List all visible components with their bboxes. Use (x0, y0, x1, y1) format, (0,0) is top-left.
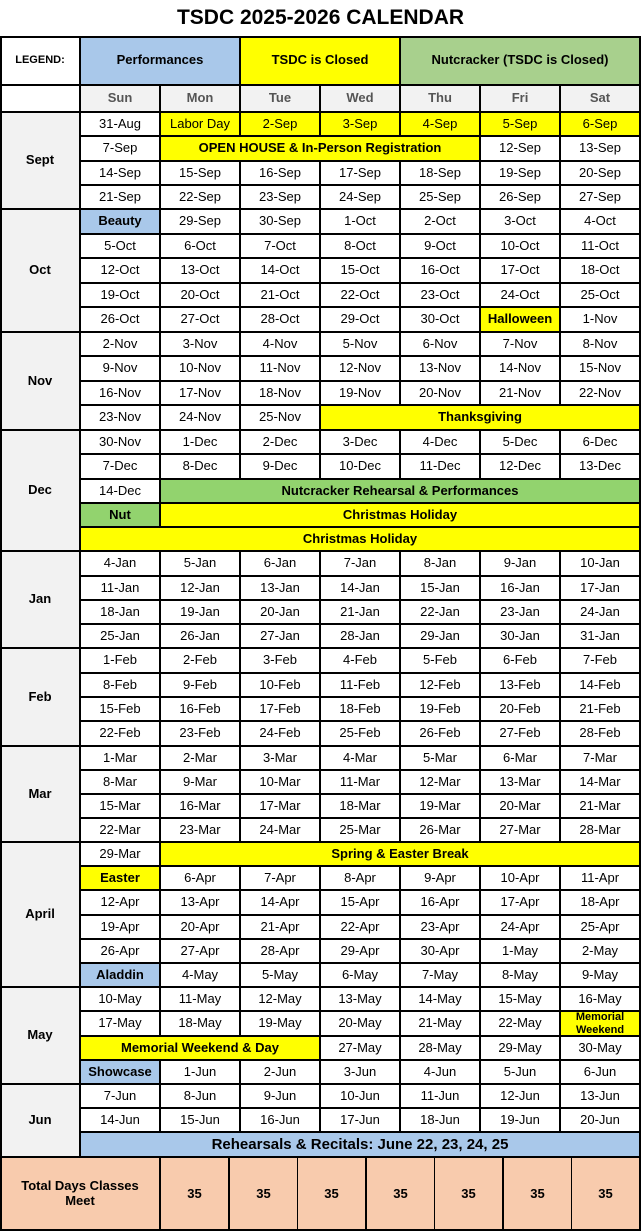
date-cell: 11-Jan (80, 576, 160, 600)
page-title: TSDC 2025-2026 CALENDAR (176, 5, 465, 29)
date-cell: 2-Sep (240, 112, 320, 136)
date-cell: 14-Feb (560, 673, 640, 697)
date-cell: 5-Oct (80, 234, 160, 258)
date-cell: 29-May (480, 1036, 560, 1060)
date-cell: 1-Mar (80, 746, 160, 770)
date-cell: Labor Day (160, 112, 240, 136)
date-cell: 21-Jan (320, 600, 400, 624)
date-cell: 18-Apr (560, 890, 640, 915)
date-cell: 14-Oct (240, 258, 320, 283)
date-cell: 12-Feb (400, 673, 480, 697)
event-banner: Christmas Holiday (80, 527, 640, 551)
date-cell: 23-Apr (400, 915, 480, 939)
legend-item: Nutcracker (TSDC is Closed) (400, 36, 640, 85)
date-cell: 13-Feb (480, 673, 560, 697)
date-cell: 15-Jan (400, 576, 480, 600)
date-cell: 29-Jan (400, 624, 480, 648)
date-cell: 6-Mar (480, 746, 560, 770)
date-cell: 9-May (560, 963, 640, 987)
date-cell: 25-Apr (560, 915, 640, 939)
date-cell: 19-Feb (400, 697, 480, 721)
date-cell: 19-Jan (160, 600, 240, 624)
date-cell: 15-Mar (80, 794, 160, 818)
date-cell: 23-Sep (240, 185, 320, 209)
date-cell: 5-May (240, 963, 320, 987)
date-cell: 10-Mar (240, 770, 320, 794)
date-cell: 14-Nov (480, 356, 560, 381)
date-cell: 11-May (160, 987, 240, 1011)
date-cell: 9-Mar (160, 770, 240, 794)
date-cell: 15-Oct (320, 258, 400, 283)
date-cell: 15-Jun (160, 1108, 240, 1132)
date-cell: 22-Jan (400, 600, 480, 624)
date-cell: 7-Jun (80, 1084, 160, 1108)
date-cell: 12-Mar (400, 770, 480, 794)
month-label: Oct (0, 209, 80, 332)
date-cell: 13-May (320, 987, 400, 1011)
date-cell: 26-Apr (80, 939, 160, 963)
date-cell: 10-Dec (320, 454, 400, 479)
date-cell: 26-Feb (400, 721, 480, 746)
date-cell: 28-Jan (320, 624, 400, 648)
date-cell: 24-Jan (560, 600, 640, 624)
date-cell: 27-Feb (480, 721, 560, 746)
date-cell: 21-Sep (80, 185, 160, 209)
date-cell: Showcase (80, 1060, 160, 1084)
date-cell: 14-May (400, 987, 480, 1011)
date-cell: 17-Jan (560, 576, 640, 600)
date-cell: 23-Feb (160, 721, 240, 746)
date-cell: 9-Jan (480, 551, 560, 576)
date-cell: 25-Sep (400, 185, 480, 209)
date-cell: 27-Jan (240, 624, 320, 648)
date-cell: 21-Apr (240, 915, 320, 939)
date-cell: 30-Oct (400, 307, 480, 332)
date-cell: 6-May (320, 963, 400, 987)
legend-item: TSDC is Closed (240, 36, 400, 85)
date-cell: 2-Feb (160, 648, 240, 673)
date-cell: 20-Nov (400, 381, 480, 405)
date-cell: 25-Mar (320, 818, 400, 842)
date-cell: 16-Sep (240, 161, 320, 185)
date-cell: 30-Apr (400, 939, 480, 963)
date-cell: 11-Apr (560, 866, 640, 890)
date-cell: 12-Dec (480, 454, 560, 479)
date-cell: 4-May (160, 963, 240, 987)
date-cell: 1-Jun (160, 1060, 240, 1084)
date-cell: Memorial Weekend (560, 1011, 640, 1036)
date-cell: 12-Jan (160, 576, 240, 600)
date-cell: 27-Oct (160, 307, 240, 332)
month-label: Jan (0, 551, 80, 648)
date-cell: 26-Jan (160, 624, 240, 648)
date-cell: 18-May (160, 1011, 240, 1036)
date-cell: 8-Nov (560, 332, 640, 356)
date-cell: 20-May (320, 1011, 400, 1036)
date-cell: 23-Jan (480, 600, 560, 624)
date-cell: 9-Oct (400, 234, 480, 258)
date-cell: 26-Sep (480, 185, 560, 209)
date-cell: 21-Nov (480, 381, 560, 405)
date-cell: 4-Jan (80, 551, 160, 576)
date-cell: 8-May (480, 963, 560, 987)
date-cell: 19-Oct (80, 283, 160, 307)
date-cell: 13-Jun (560, 1084, 640, 1108)
date-cell: 24-Feb (240, 721, 320, 746)
weekday-header: Thu (400, 85, 480, 112)
total-days-value: 35 (297, 1157, 366, 1231)
date-cell: 21-Mar (560, 794, 640, 818)
date-cell: 6-Feb (480, 648, 560, 673)
month-label: Dec (0, 430, 80, 551)
date-cell: 10-Oct (480, 234, 560, 258)
date-cell: 22-Apr (320, 915, 400, 939)
date-cell: 29-Apr (320, 939, 400, 963)
date-cell: 16-Nov (80, 381, 160, 405)
date-cell: 12-Oct (80, 258, 160, 283)
date-cell: 9-Dec (240, 454, 320, 479)
date-cell: 22-Feb (80, 721, 160, 746)
date-cell: 26-Oct (80, 307, 160, 332)
date-cell: 13-Sep (560, 136, 640, 161)
date-cell: 5-Jun (480, 1060, 560, 1084)
date-cell: 5-Dec (480, 430, 560, 454)
date-cell: 11-Dec (400, 454, 480, 479)
month-label: Sept (0, 112, 80, 209)
date-cell: 18-Jun (400, 1108, 480, 1132)
date-cell: 18-Mar (320, 794, 400, 818)
date-cell: 7-Feb (560, 648, 640, 673)
date-cell: Halloween (480, 307, 560, 332)
date-cell: 31-Jan (560, 624, 640, 648)
date-cell: 19-Jun (480, 1108, 560, 1132)
date-cell: 1-Nov (560, 307, 640, 332)
date-cell: 14-Apr (240, 890, 320, 915)
date-cell: 13-Apr (160, 890, 240, 915)
date-cell: 30-Sep (240, 209, 320, 234)
date-cell: 10-Jun (320, 1084, 400, 1108)
date-cell: 27-May (320, 1036, 400, 1060)
date-cell: 12-Apr (80, 890, 160, 915)
total-days-value: 35 (434, 1157, 503, 1231)
date-cell: 20-Oct (160, 283, 240, 307)
date-cell: 7-Oct (240, 234, 320, 258)
date-cell: 17-Nov (160, 381, 240, 405)
date-cell: 24-Sep (320, 185, 400, 209)
date-cell: 21-Oct (240, 283, 320, 307)
date-cell: 18-Oct (560, 258, 640, 283)
date-cell: 3-Jun (320, 1060, 400, 1084)
date-cell: 14-Sep (80, 161, 160, 185)
date-cell: 14-Jun (80, 1108, 160, 1132)
date-cell: 29-Oct (320, 307, 400, 332)
date-cell: 27-Apr (160, 939, 240, 963)
date-cell: 2-May (560, 939, 640, 963)
date-cell: 24-Oct (480, 283, 560, 307)
date-cell: 5-Sep (480, 112, 560, 136)
date-cell: 9-Jun (240, 1084, 320, 1108)
date-cell: 20-Jan (240, 600, 320, 624)
date-cell: 8-Jan (400, 551, 480, 576)
date-cell: 17-Feb (240, 697, 320, 721)
total-days-value: 35 (160, 1157, 229, 1231)
month-label: April (0, 842, 80, 987)
month-label: Jun (0, 1084, 80, 1157)
date-cell: 4-Mar (320, 746, 400, 770)
date-cell: Aladdin (80, 963, 160, 987)
date-cell: 6-Oct (160, 234, 240, 258)
date-cell: 3-Oct (480, 209, 560, 234)
date-cell: 18-Sep (400, 161, 480, 185)
date-cell: 4-Sep (400, 112, 480, 136)
date-cell: 29-Sep (160, 209, 240, 234)
date-cell: 24-Mar (240, 818, 320, 842)
event-banner: Memorial Weekend & Day (80, 1036, 320, 1060)
date-cell: 6-Sep (560, 112, 640, 136)
date-cell: 19-Sep (480, 161, 560, 185)
date-cell: 3-Dec (320, 430, 400, 454)
month-label: Nov (0, 332, 80, 430)
date-cell: 15-Feb (80, 697, 160, 721)
total-days-value: 35 (229, 1157, 298, 1231)
date-cell: 11-Jun (400, 1084, 480, 1108)
date-cell: 11-Nov (240, 356, 320, 381)
date-cell: 25-Jan (80, 624, 160, 648)
date-cell: 16-Jan (480, 576, 560, 600)
date-cell: 6-Jan (240, 551, 320, 576)
date-cell: 30-May (560, 1036, 640, 1060)
date-cell: 5-Jan (160, 551, 240, 576)
date-cell: 22-Sep (160, 185, 240, 209)
date-cell: 14-Dec (80, 479, 160, 503)
date-cell: 29-Mar (80, 842, 160, 866)
date-cell: 6-Nov (400, 332, 480, 356)
date-cell: Beauty (80, 209, 160, 234)
date-cell: 6-Dec (560, 430, 640, 454)
date-cell: 3-Mar (240, 746, 320, 770)
date-cell: 25-Oct (560, 283, 640, 307)
date-cell: 26-Mar (400, 818, 480, 842)
date-cell: 22-Nov (560, 381, 640, 405)
date-cell: 18-Feb (320, 697, 400, 721)
date-cell: 8-Oct (320, 234, 400, 258)
date-cell: 10-Feb (240, 673, 320, 697)
date-cell: 20-Jun (560, 1108, 640, 1132)
date-cell: 12-Sep (480, 136, 560, 161)
event-banner: OPEN HOUSE & In-Person Registration (160, 136, 480, 161)
date-cell: 17-Apr (480, 890, 560, 915)
date-cell: 12-Nov (320, 356, 400, 381)
total-days-value: 35 (366, 1157, 435, 1231)
date-cell: 5-Feb (400, 648, 480, 673)
date-cell: 11-Mar (320, 770, 400, 794)
legend-item: Performances (80, 36, 240, 85)
weekday-header: Mon (160, 85, 240, 112)
date-cell: 3-Nov (160, 332, 240, 356)
date-cell: 22-Oct (320, 283, 400, 307)
date-cell: 14-Mar (560, 770, 640, 794)
date-cell: 8-Mar (80, 770, 160, 794)
date-cell: 28-May (400, 1036, 480, 1060)
date-cell: 7-Nov (480, 332, 560, 356)
date-cell: 10-Jan (560, 551, 640, 576)
date-cell: 1-Oct (320, 209, 400, 234)
header-spacer (0, 85, 80, 112)
date-cell: Nut (80, 503, 160, 527)
date-cell: 19-Apr (80, 915, 160, 939)
month-label: May (0, 987, 80, 1084)
date-cell: 16-Oct (400, 258, 480, 283)
date-cell: 30-Nov (80, 430, 160, 454)
month-label: Mar (0, 746, 80, 842)
date-cell: 28-Apr (240, 939, 320, 963)
date-cell: 1-May (480, 939, 560, 963)
date-cell: 16-Jun (240, 1108, 320, 1132)
date-cell: 22-May (480, 1011, 560, 1036)
date-cell: 13-Oct (160, 258, 240, 283)
date-cell: 8-Dec (160, 454, 240, 479)
date-cell: 7-Sep (80, 136, 160, 161)
date-cell: 18-Nov (240, 381, 320, 405)
event-banner: Thanksgiving (320, 405, 640, 430)
date-cell: 16-Mar (160, 794, 240, 818)
event-banner: Rehearsals & Recitals: June 22, 23, 24, 25 (80, 1132, 640, 1157)
date-cell: 10-Nov (160, 356, 240, 381)
date-cell: 1-Feb (80, 648, 160, 673)
date-cell: 2-Dec (240, 430, 320, 454)
date-cell: 25-Nov (240, 405, 320, 430)
date-cell: 19-Nov (320, 381, 400, 405)
date-cell: 20-Mar (480, 794, 560, 818)
date-cell: 31-Aug (80, 112, 160, 136)
date-cell: 27-Mar (480, 818, 560, 842)
date-cell: 10-May (80, 987, 160, 1011)
date-cell: 13-Mar (480, 770, 560, 794)
weekday-header: Sun (80, 85, 160, 112)
date-cell: 7-Jan (320, 551, 400, 576)
date-cell: 24-Apr (480, 915, 560, 939)
date-cell: 21-Feb (560, 697, 640, 721)
date-cell: 9-Apr (400, 866, 480, 890)
total-days-value: 35 (571, 1157, 640, 1231)
date-cell: 4-Oct (560, 209, 640, 234)
date-cell: 6-Jun (560, 1060, 640, 1084)
date-cell: 12-May (240, 987, 320, 1011)
date-cell: 4-Nov (240, 332, 320, 356)
date-cell: 17-Mar (240, 794, 320, 818)
date-cell: 4-Feb (320, 648, 400, 673)
date-cell: 28-Mar (560, 818, 640, 842)
date-cell: 19-Mar (400, 794, 480, 818)
date-cell: 17-May (80, 1011, 160, 1036)
date-cell: 11-Oct (560, 234, 640, 258)
date-cell: 13-Dec (560, 454, 640, 479)
date-cell: 7-Apr (240, 866, 320, 890)
date-cell: Easter (80, 866, 160, 890)
date-cell: 7-Mar (560, 746, 640, 770)
date-cell: 9-Feb (160, 673, 240, 697)
weekday-header: Sat (560, 85, 640, 112)
date-cell: 13-Nov (400, 356, 480, 381)
date-cell: 4-Jun (400, 1060, 480, 1084)
date-cell: 22-Mar (80, 818, 160, 842)
date-cell: 23-Oct (400, 283, 480, 307)
date-cell: 7-Dec (80, 454, 160, 479)
date-cell: 5-Mar (400, 746, 480, 770)
date-cell: 8-Feb (80, 673, 160, 697)
date-cell: 17-Oct (480, 258, 560, 283)
date-cell: 28-Feb (560, 721, 640, 746)
weekday-header: Tue (240, 85, 320, 112)
date-cell: 23-Nov (80, 405, 160, 430)
date-cell: 6-Apr (160, 866, 240, 890)
totals-label: Total Days Classes Meet (0, 1157, 160, 1231)
date-cell: 13-Jan (240, 576, 320, 600)
event-banner: Nutcracker Rehearsal & Performances (160, 479, 640, 503)
date-cell: 2-Oct (400, 209, 480, 234)
date-cell: 9-Nov (80, 356, 160, 381)
event-banner: Christmas Holiday (160, 503, 640, 527)
date-cell: 19-May (240, 1011, 320, 1036)
date-cell: 1-Dec (160, 430, 240, 454)
date-cell: 15-Sep (160, 161, 240, 185)
date-cell: 16-Apr (400, 890, 480, 915)
date-cell: 7-May (400, 963, 480, 987)
date-cell: 10-Apr (480, 866, 560, 890)
date-cell: 11-Feb (320, 673, 400, 697)
weekday-header: Wed (320, 85, 400, 112)
total-days-value: 35 (503, 1157, 572, 1231)
date-cell: 18-Jan (80, 600, 160, 624)
date-cell: 15-May (480, 987, 560, 1011)
date-cell: 8-Apr (320, 866, 400, 890)
month-label: Feb (0, 648, 80, 746)
date-cell: 15-Nov (560, 356, 640, 381)
date-cell: 27-Sep (560, 185, 640, 209)
date-cell: 15-Apr (320, 890, 400, 915)
date-cell: 30-Jan (480, 624, 560, 648)
date-cell: 21-May (400, 1011, 480, 1036)
date-cell: 5-Nov (320, 332, 400, 356)
date-cell: 20-Apr (160, 915, 240, 939)
date-cell: 3-Feb (240, 648, 320, 673)
date-cell: 3-Sep (320, 112, 400, 136)
date-cell: 20-Feb (480, 697, 560, 721)
date-cell: 23-Mar (160, 818, 240, 842)
date-cell: 16-May (560, 987, 640, 1011)
date-cell: 16-Feb (160, 697, 240, 721)
legend-label: LEGEND: (0, 36, 80, 85)
date-cell: 25-Feb (320, 721, 400, 746)
date-cell: 28-Oct (240, 307, 320, 332)
date-cell: 2-Nov (80, 332, 160, 356)
date-cell: 17-Jun (320, 1108, 400, 1132)
date-cell: 8-Jun (160, 1084, 240, 1108)
event-banner: Spring & Easter Break (160, 842, 640, 866)
date-cell: 12-Jun (480, 1084, 560, 1108)
date-cell: 2-Mar (160, 746, 240, 770)
date-cell: 2-Jun (240, 1060, 320, 1084)
date-cell: 14-Jan (320, 576, 400, 600)
date-cell: 20-Sep (560, 161, 640, 185)
date-cell: 17-Sep (320, 161, 400, 185)
weekday-header: Fri (480, 85, 560, 112)
date-cell: 24-Nov (160, 405, 240, 430)
date-cell: 4-Dec (400, 430, 480, 454)
